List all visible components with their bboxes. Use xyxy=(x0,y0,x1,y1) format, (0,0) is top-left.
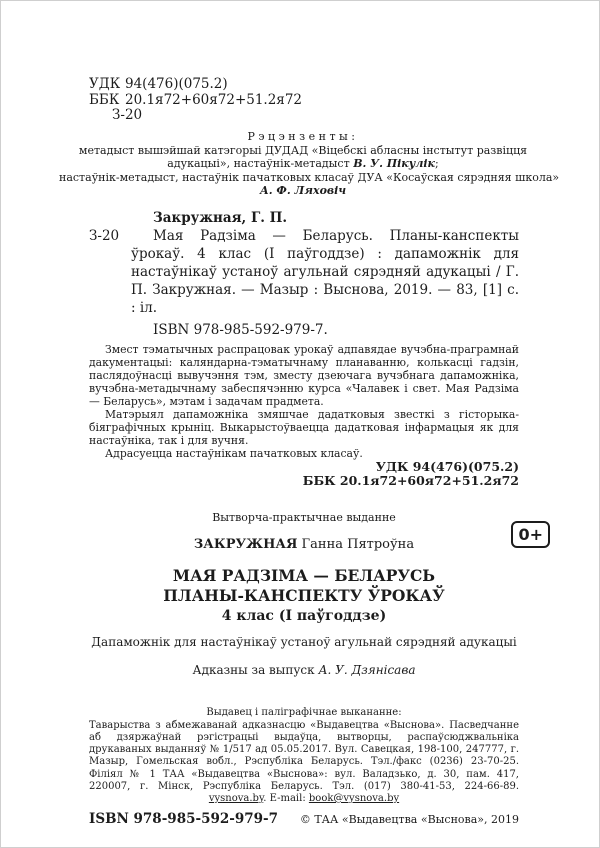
catalog-isbn: ISBN 978-985-592-979-7. xyxy=(153,321,328,338)
publisher-block xyxy=(89,707,519,806)
catalog-author: Закружная, Г. П. xyxy=(153,209,288,226)
classification-codes-right xyxy=(89,460,519,489)
edition-kind: Вытворча-практычнае выданне xyxy=(212,510,396,524)
reviewer-2-name: А. Ф. Ляховіч xyxy=(259,184,347,198)
book-title-line-3: 4 клас (І паўгоддзе) xyxy=(221,607,387,624)
bbk-label: ББК xyxy=(89,91,120,108)
bottom-row xyxy=(89,811,519,827)
bbk-value: 20.1я72+60я72+51.2я72 xyxy=(125,91,303,108)
catalog-card xyxy=(89,209,519,339)
reviewer-line-2-text: адукацыі», настаўнік-метадыст xyxy=(167,157,354,171)
reviewers-heading: Рэцэнзенты: xyxy=(247,129,359,143)
publisher-heading: Выдавец і паліграфічнае выкананне: xyxy=(206,706,402,718)
book-title-line-2: ПЛАНЫ-КАНСПЕКТУ ЎРОКАЎ xyxy=(163,585,445,605)
book-title-line-1: МАЯ РАДЗІМА — БЕЛАРУСЬ xyxy=(172,565,436,585)
top-classification-codes xyxy=(89,77,519,124)
udk-value: 94(476)(075.2) xyxy=(125,76,228,92)
publisher-email-label: . E-mail: xyxy=(263,792,309,804)
annotation-paragraph-3: Адрасуецца настаўнікам пачатковых класаў. xyxy=(105,446,363,460)
age-rating-badge: 0+ xyxy=(511,521,550,548)
udk-code-row xyxy=(89,77,519,93)
edition-section xyxy=(89,511,519,677)
reviewers-block xyxy=(59,129,560,198)
responsible-label: Адказны за выпуск xyxy=(192,662,319,677)
reviewer-1-name: В. У. Пікулік xyxy=(353,157,435,171)
publisher-website-link[interactable]: vysnova.by xyxy=(208,792,264,804)
catalog-author-sign: З-20 xyxy=(89,227,120,244)
isbn-bottom: ISBN 978-985-592-979-7 xyxy=(89,811,279,828)
author-sign: З-20 xyxy=(112,107,143,123)
catalog-description: Мая Радзіма — Беларусь. Планы-канспекты ўрокаў. 4 клас (І паўгоддзе) : дапаможнік для настаўнікаў устаноў агульнай сярэдняй адукацыі / Г. П. Закружная. — Мазыр : Выснова, 2019. — 83, [1] с. : іл. xyxy=(131,227,519,316)
annotation-paragraph-2: Матэрыял дапаможніка змяшчае дадатковыя звесткі з гісторыка-біяграфічных крыніц. Выкарыстоўваецца дадатковая інфармацыя як для настаўніка, так і для вучня. xyxy=(89,407,519,447)
reviewer-line-2-punct: ; xyxy=(435,157,439,171)
annotation-block xyxy=(89,343,519,460)
author-surname: ЗАКРУЖНАЯ xyxy=(193,536,298,552)
bbk-code-row xyxy=(89,93,519,109)
bbk-code-bold: ББК 20.1я72+60я72+51.2я72 xyxy=(302,473,519,489)
copyright-notice: © ТАА «Выдавецтва «Выснова», 2019 xyxy=(299,813,519,827)
publisher-details xyxy=(89,720,519,805)
udk-label: УДК xyxy=(89,76,121,92)
publisher-details-text: Таварыства з абмежаванай адказнасцю «Выдавецтва «Выснова». Пасведчанне аб дзяржаўнай рэгістрацыі выдаўца, вытворцы, распаўсюджвальніка друкаваных выданняў № 1/517 ад 05.05.2017. Вул. Савецкая, 198-100, 247777, г. Мазыр, Гомельская вобл., Рэспубліка Беларусь. Тэл./факс (0236) 23-70-25. Філіял № 1 ТАА «Выдавецтва «Выснова»: вул. Валадзько, д. 30, пам. 417, 220007, г. Мінск, Рэспубліка Беларусь. Тэл. (017) 380-41-53, 224-66-89. xyxy=(89,719,519,792)
reviewer-line-2 xyxy=(59,157,547,170)
udk-code-bold: УДК 94(476)(075.2) xyxy=(375,458,519,474)
responsible-name: А. У. Дзянісава xyxy=(318,662,416,677)
author-byline xyxy=(89,537,519,552)
book-title xyxy=(89,566,519,626)
book-subtitle: Дапаможнік для настаўнікаў устаноў агульнай сярэдняй адукацыі xyxy=(91,634,517,649)
reviewer-line-1: метадыст вышэйшай катэгорыі ДУДАД «Віцебскі абласны інстытут развіцця xyxy=(78,143,528,157)
author-given-names: Ганна Пятроўна xyxy=(297,536,415,552)
responsible-for-release xyxy=(89,663,519,677)
publisher-email-link[interactable]: book@vysnova.by xyxy=(308,792,400,804)
annotation-paragraph-1: Змест тэматычных распрацовак урокаў адпавядае вучэбна-праграмнай дакументацыі: каляндарна-тэматычнаму планаванню, колькасці гадзін, паслядоўнасці вывучэння тэм, зместу дзеючага вучэбнага дапаможніка, вучэбна-метадычнаму забеспячэнню курса «Чалавек і свет. Мая Радзіма — Беларусь», мэтам і задачам прадмета. xyxy=(89,342,519,408)
reviewer-line-3: настаўнік-метадыст, настаўнік пачатковых класаў ДУА «Косаўская сярэдняя школа» xyxy=(59,170,560,184)
